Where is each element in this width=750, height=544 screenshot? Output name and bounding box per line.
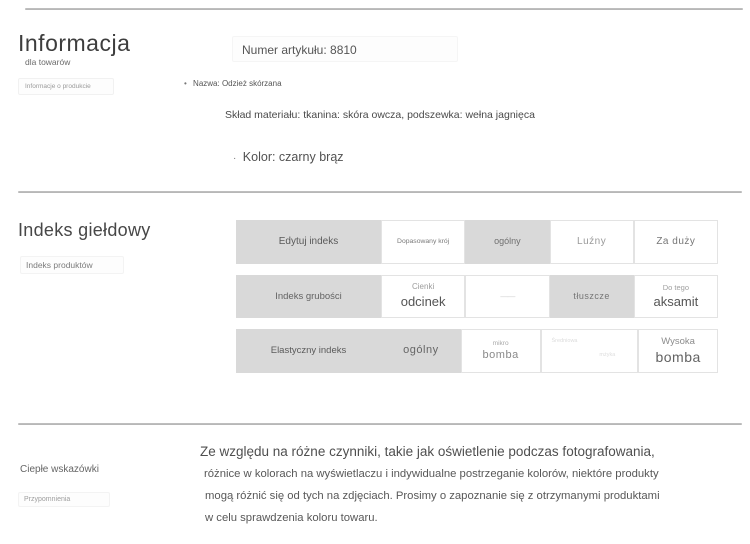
option-cell-medium-stretch (541, 329, 639, 373)
option-text: ogólny (494, 236, 521, 247)
row-label-thickness (236, 275, 381, 318)
option-cell-oversize (634, 220, 718, 264)
page-subtitle: dla towarów (25, 57, 71, 67)
option-text: aksamit (653, 294, 699, 310)
product-index-tag-label: Indeks produktów (26, 260, 93, 270)
divider-top (25, 8, 743, 10)
option-text: tłuszcze (573, 290, 610, 301)
tips-paragraph-line: różnice w kolorach na wyświetlaczu i indywidualne postrzeganie kolorów, niektóre produkty (204, 468, 659, 480)
tips-paragraph-line: Ze względu na różne czynniki, takie jak oświetlenie podczas fotografowania, (200, 444, 655, 459)
option-text: bomba (482, 348, 519, 361)
option-subtext: Cienki (412, 282, 435, 292)
option-text: ogólny (403, 344, 439, 357)
tips-tag-label: Przypomnienia (24, 496, 71, 503)
option-text: mżyka (599, 351, 616, 358)
product-info-tag-label: Informacje o produkcie (25, 83, 91, 90)
dash-placeholder: —— (500, 291, 515, 301)
option-subtext: mikro (492, 339, 509, 347)
tips-paragraph-line: mogą różnić się od tych na zdjęciach. Prosimy o zapoznanie się z otrzymanymi produktami (205, 490, 660, 502)
table-row (236, 329, 718, 373)
name-line (184, 79, 282, 88)
bullet-icon: • (184, 79, 187, 88)
article-number: Numer artykułu: 8810 (242, 43, 357, 57)
option-cell-loose (550, 220, 634, 264)
option-cell-regular-selected (381, 329, 461, 373)
row-label-fit (236, 220, 381, 264)
row-label-text: Edytuj indeks (278, 235, 339, 247)
index-section-title: Indeks giełdowy (18, 220, 151, 240)
option-subtext: Średniowa (551, 338, 578, 344)
tips-title: Ciepłe wskazówki (20, 464, 99, 475)
option-cell-regular-selected (465, 220, 549, 264)
option-cell-slim-fit (381, 220, 465, 264)
divider-bottom (18, 423, 742, 425)
product-name: Nazwa: Odzież skórzana (193, 79, 282, 88)
option-subtext: Do tego (662, 282, 690, 292)
tips-tag-box (18, 492, 110, 507)
table-row (236, 220, 718, 264)
option-text: Luźny (577, 235, 607, 247)
option-cell-thin (381, 275, 465, 318)
color-line (233, 148, 344, 166)
option-cell-high-stretch (638, 329, 718, 373)
option-text: Dopasowany krój (397, 237, 450, 245)
product-color: Kolor: czarny brąz (242, 150, 344, 164)
row-label-text: Indeks grubości (275, 290, 342, 302)
tips-paragraph-line: w celu sprawdzenia koloru towaru. (205, 512, 378, 524)
option-subtext: Wysoka (661, 335, 695, 347)
option-cell-velvet (634, 275, 718, 318)
row-label-text: Elastyczny indeks (270, 345, 347, 357)
option-text: Za duży (656, 235, 696, 247)
material-line: Skład materiału: tkanina: skóra owcza, podszewka: wełna jagnięca (225, 109, 535, 121)
page-title: Informacja (18, 30, 131, 56)
product-index-tag-box (20, 256, 124, 274)
option-cell-dash (465, 275, 549, 318)
product-info-tag-box (18, 78, 114, 95)
option-cell-thick-selected (550, 275, 634, 318)
row-label-elasticity (236, 329, 381, 373)
option-cell-micro-stretch (461, 329, 541, 373)
bullet-icon: · (233, 153, 237, 164)
divider-middle (18, 191, 742, 193)
table-row (236, 275, 718, 318)
index-table (236, 220, 718, 373)
option-text: odcinek (400, 294, 446, 310)
option-text: bomba (655, 348, 701, 365)
